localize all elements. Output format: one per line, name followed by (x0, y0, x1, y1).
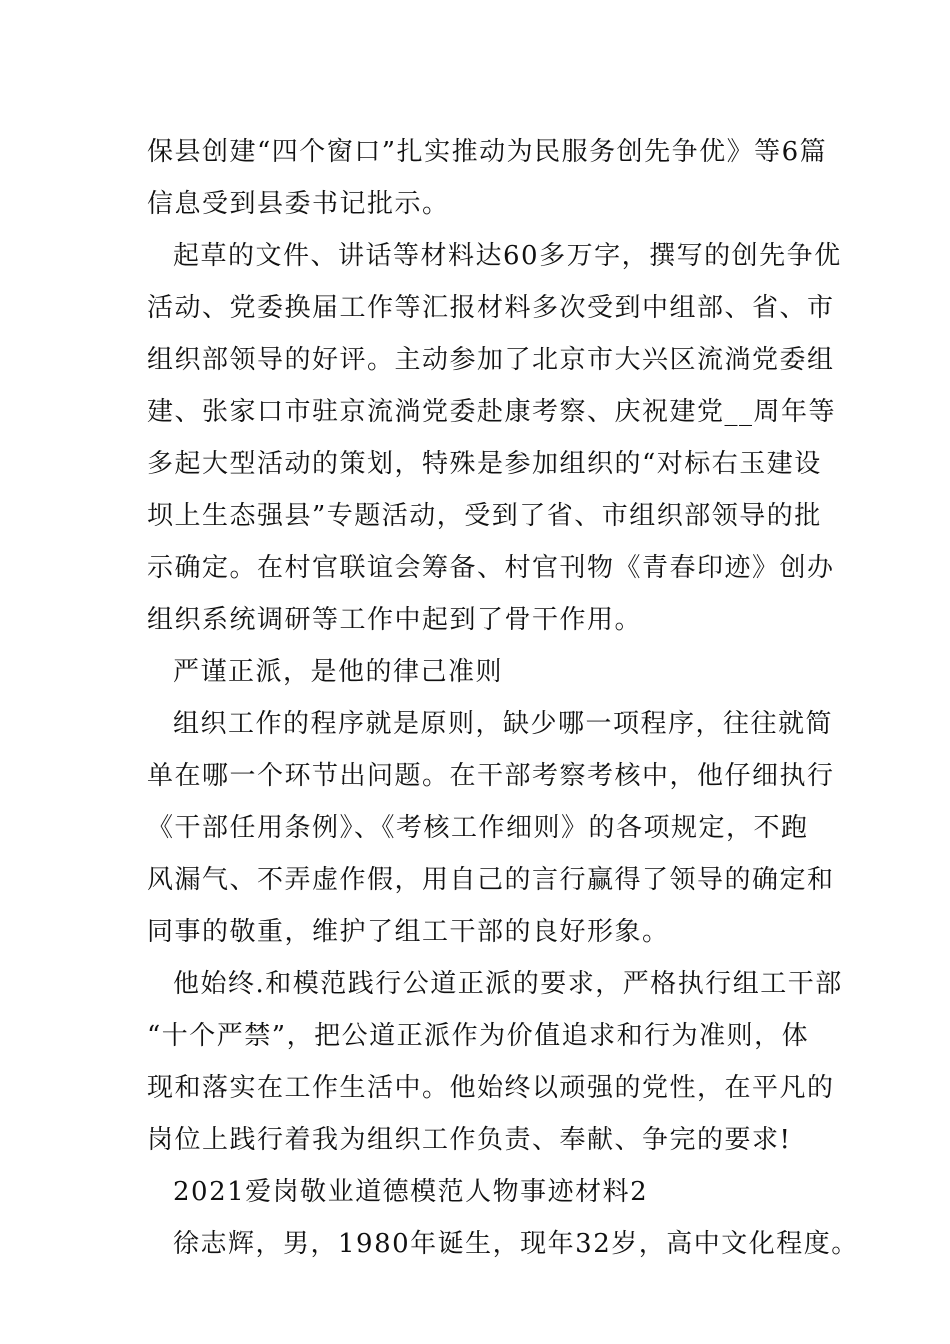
text-line: 2021爱岗敬业道德模范人物事迹材料2 (173, 1177, 649, 1207)
text-line: 风漏气、不弄虚作假，用自己的言行赢得了领导的确定和 (147, 865, 835, 895)
text-line: 《干部任用条例》、《考核工作细则》的各项规定，不跑 (147, 813, 809, 843)
text-line: 组织工作的程序就是原则，缺少哪一项程序，往往就简 (173, 709, 834, 739)
paragraph-continued (147, 126, 828, 230)
document-body (147, 126, 859, 1270)
text-line: 建、张家口市驻京流淌党委赴康考察、庆祝建党__周年等 (147, 397, 837, 427)
section-heading (147, 646, 807, 698)
text-line: “十个严禁”，把公道正派作为价值追求和行为准则，体 (147, 1021, 810, 1051)
paragraph-integrity (147, 958, 843, 1166)
paragraph-procedure (147, 698, 835, 958)
text-line: 组织系统调研等工作中起到了骨干作用。 (147, 605, 643, 635)
text-line: 严谨正派，是他的律己准则 (173, 657, 504, 687)
text-line: 组织部领导的好评。主动参加了北京市大兴区流淌党委组 (147, 345, 835, 375)
text-line: 单在哪一个环节出问题。在干部考察考核中，他仔细执行 (147, 761, 835, 791)
paragraph-profile (147, 1218, 859, 1270)
text-line: 起草的文件、讲话等材料达60多万字，撰写的创先争优 (173, 241, 842, 271)
text-line: 坝上生态强县”专题活动，受到了省、市组织部领导的批 (147, 501, 822, 531)
section-title (147, 1166, 807, 1218)
text-line: 信息受到县委书记批示。 (147, 189, 450, 219)
text-line: 活动、党委换届工作等汇报材料多次受到中组部、省、市 (147, 293, 835, 323)
text-line: 保县创建“四个窗口”扎实推动为民服务创先争优》等6篇 (147, 137, 828, 167)
text-line: 岗位上践行着我为组织工作负责、奉献、争完的要求! (147, 1125, 792, 1155)
text-line: 徐志辉，男，1980年诞生，现年32岁，高中文化程度。 (173, 1229, 859, 1259)
text-line: 多起大型活动的策划，特殊是参加组织的“对标右玉建设 (147, 449, 822, 479)
text-line: 现和落实在工作生活中。他始终以顽强的党性，在平凡的 (147, 1073, 835, 1103)
text-line: 示确定。在村官联谊会筹备、村官刊物《青春印迹》创办 (147, 553, 835, 583)
paragraph-drafting (147, 230, 842, 646)
text-line: 同事的敬重，维护了组工干部的良好形象。 (147, 917, 670, 947)
text-line: 他始终.和模范践行公道正派的要求，严格执行组工干部 (173, 969, 843, 999)
